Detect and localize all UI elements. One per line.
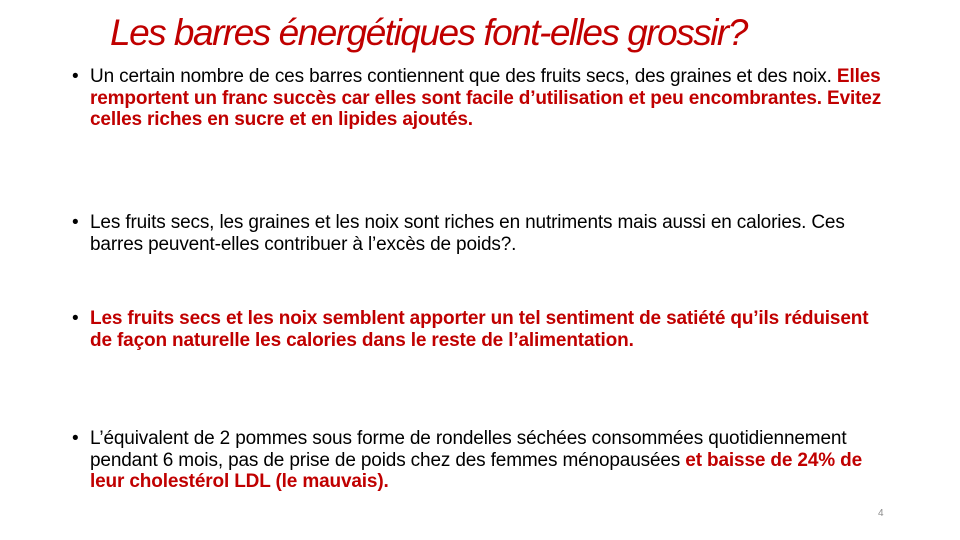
bullet-item bbox=[72, 308, 882, 351]
bullet-text: Un certain nombre de ces barres contiennent que des fruits secs, des graines et des noix. bbox=[90, 66, 837, 87]
bullet-text: Les fruits secs, les graines et les noix sont riches en nutriments mais aussi en calories. Ces barres peuvent-elles contribuer à l’excès de poids?. bbox=[90, 212, 845, 255]
bullet-dot-icon: • bbox=[72, 428, 79, 449]
bullet-item bbox=[72, 212, 882, 255]
bullet-dot-icon: • bbox=[72, 212, 79, 233]
bullet-highlight-text: et baisse de 24% de leur cholestérol LDL (le mauvais). bbox=[90, 449, 862, 492]
bullet-item bbox=[72, 428, 882, 493]
bullet-dot-icon: • bbox=[72, 66, 79, 87]
page-number: 4 bbox=[878, 508, 884, 519]
slide-title: Les barres énergétiques font-elles grossir? bbox=[110, 12, 747, 53]
bullet-item bbox=[72, 66, 882, 131]
bullet-dot-icon: • bbox=[72, 308, 79, 329]
bullet-text: L’équivalent de 2 pommes sous forme de rondelles séchées consommées quotidiennement pendant 6 mois, pas de prise de poids chez des femmes ménopausées bbox=[90, 428, 847, 471]
bullet-highlight-text: Elles remportent un franc succès car elles sont facile d’utilisation et peu encombrantes. Evitez celles riches en sucre et en lipides ajoutés. bbox=[90, 66, 882, 130]
bullet-highlight-text: Les fruits secs et les noix semblent apporter un tel sentiment de satiété qu’ils réduisent de façon naturelle les calories dans le reste de l’alimentation. bbox=[90, 308, 869, 351]
